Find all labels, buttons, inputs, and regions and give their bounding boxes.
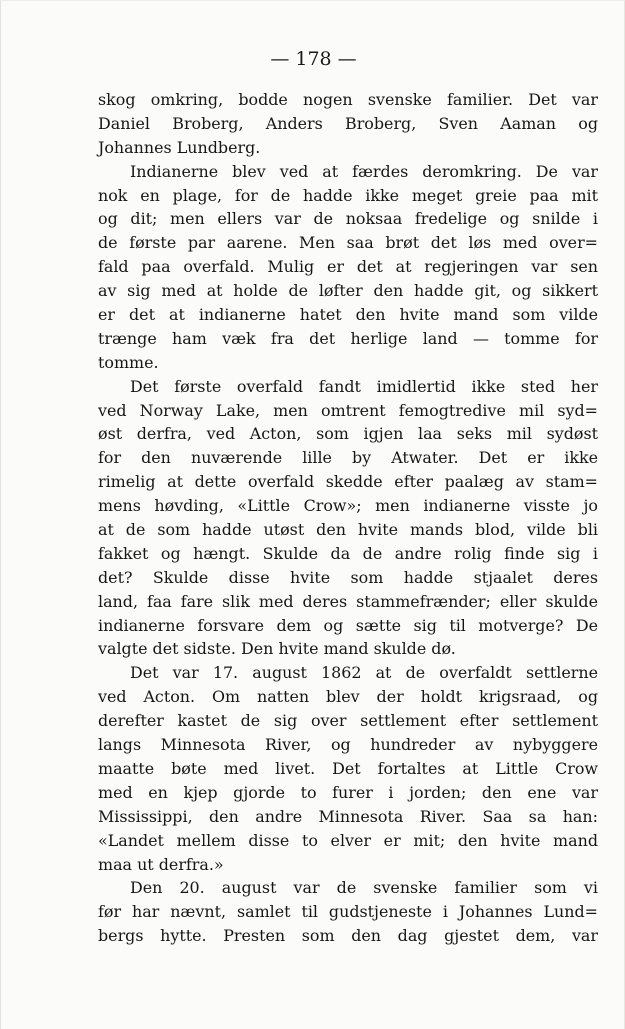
text-line: Det første overfald fandt imidlertid ikke sted her	[130, 376, 598, 396]
text-line: at de som hadde utøst den hvite mands blod, vilde bli	[98, 520, 598, 540]
text-line: med en kjep gjorde to furer i jorden; den ene var	[98, 782, 598, 802]
paragraph	[98, 160, 598, 375]
text-line: Det var 17. august 1862 at de overfaldt settlerne	[130, 663, 598, 683]
text-line: skog omkring, bodde nogen svenske familier. Det var	[98, 90, 598, 109]
text-line: for den nuværende lille by Atwater. Det er ikke	[98, 448, 598, 468]
text-line: maatte bøte med livet. Det fortaltes at Little Crow	[98, 758, 598, 778]
body-text	[98, 88, 598, 948]
paragraph	[98, 88, 598, 160]
text-line: «Landet mellem disse to elver er mit; den hvite mand	[98, 830, 598, 850]
text-line: fald paa overfald. Mulig er det at regjeringen var sen	[98, 257, 598, 277]
text-line: Mississippi, den andre Minnesota River. Saa sa han:	[98, 806, 598, 826]
text-line: det? Skulde disse hvite som hadde stjaalet deres	[98, 567, 598, 587]
text-line: øst derfra, ved Acton, som igjen laa seks mil sydøst	[98, 424, 598, 444]
text-line: derefter kastet de sig over settlement efter settlement	[98, 711, 598, 731]
text-line: før har nævnt, samlet til gudstjeneste i Johannes Lund=	[98, 902, 598, 922]
text-line: tomme.	[98, 352, 159, 372]
text-line: og dit; men ellers var de noksaa fredelige og snilde i	[98, 209, 598, 229]
text-line: av sig med at holde de løfter den hadde git, og sikkert	[98, 281, 598, 301]
text-line: land, faa fare slik med deres stammefrænder; eller skulde	[98, 591, 598, 611]
text-line: bergs hytte. Presten som den dag gjestet dem, var	[98, 926, 598, 946]
text-line: nok en plage, for de hadde ikke meget greie paa mit	[98, 185, 598, 205]
text-line: Den 20. august var de svenske familier som vi	[130, 878, 598, 898]
text-line: trænge ham væk fra det herlige land — tomme for	[98, 328, 598, 348]
text-line: maa ut derfra.»	[98, 854, 224, 874]
text-line: Johannes Lundberg.	[98, 137, 261, 157]
text-line: rimelig at dette overfald skedde efter paalæg av stam=	[98, 472, 598, 492]
text-line: mens høvding, «Little Crow»; men indianerne visste jo	[98, 496, 598, 516]
text-line: fakket og hængt. Skulde da de andre rolig finde sig i	[98, 543, 598, 563]
text-line: ved Norway Lake, men omtrent femogtredive mil syd=	[98, 400, 598, 420]
paragraph	[98, 375, 598, 662]
paragraph	[98, 876, 598, 948]
text-line: valgte det sidste. Den hvite mand skulde dø.	[98, 639, 456, 659]
text-line: Indianerne blev ved at færdes deromkring. De var	[130, 161, 598, 181]
paragraph	[98, 661, 598, 876]
text-line: langs Minnesota River, og hundreder av nybyggere	[98, 735, 598, 755]
text-line: indianerne forsvare dem og sætte sig til motverge? De	[98, 615, 598, 635]
text-line: ved Acton. Om natten blev der holdt krigsraad, og	[98, 687, 598, 707]
page-number: — 178 —	[270, 48, 357, 70]
text-line: Daniel Broberg, Anders Broberg, Sven Aaman og	[98, 113, 598, 133]
text-line: de første par aarene. Men saa brøt det løs med over=	[98, 233, 598, 253]
text-line: er det at indianerne hatet den hvite mand som vilde	[98, 305, 598, 325]
